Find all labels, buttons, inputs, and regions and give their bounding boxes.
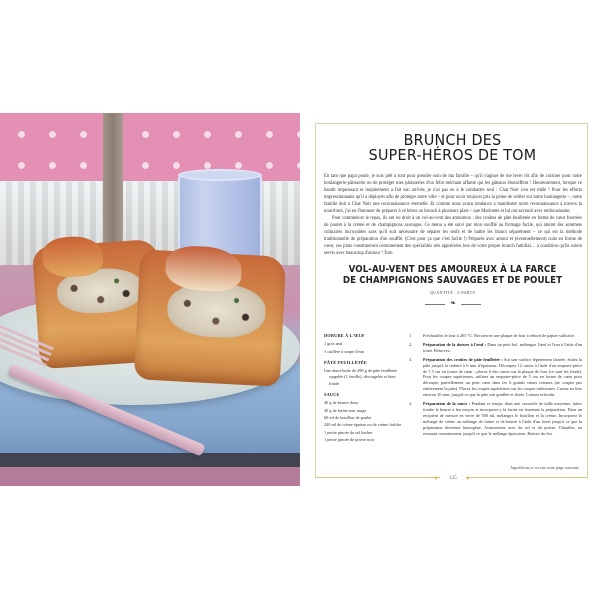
step-lead: Préparation des croûtes de pâte feuilletée :	[423, 356, 503, 362]
table-base	[0, 467, 300, 486]
ingredient-item: 1 gros œuf	[324, 341, 343, 347]
page-footer	[316, 473, 589, 485]
ingredient-heading: DORURE À L'ŒUF	[324, 333, 365, 338]
heart-icon: ♥	[466, 476, 470, 482]
page-number: 125	[440, 473, 466, 485]
recipe-title	[330, 264, 576, 286]
instructions-list	[409, 333, 582, 440]
ingredient-item: 60 ml de bouillon de poulet	[324, 414, 372, 420]
divider-line	[461, 304, 481, 305]
ingredient-group-egg-wash	[324, 333, 406, 355]
step-lead: Préparation de la sauce :	[423, 401, 471, 407]
intro-paragraph: Pour commencer le repas, ils ont eu droit à un vol-au-vent des amoureux : des croûtes de pâte feuilletée en forme de cœur fourrées de poulet à la crème et de champignons sauvages. Ce menu a été suivi par mon soufflé au fromage facile, qui atteint des sommets culinaires incroyables sans qu'il soit nécessaire de séparer les œufs et de battre les blancs séparément – ce qui est la méthode traditionnelle de préparation d'un soufflé. (C'est pour ça que c'est facile !) Préparés avec amour et (éventuellement) cuits en forme de cœur, ces plats constitueront certainement des spécialités très appréciées lors de votre propre brunch familial… à condition qu'ils soient servis avec beaucoup d'amour ! Tom	[324, 216, 582, 256]
step-text: Sur une surface légèrement farinée, étalez la pâte jusqu'à la réduire à 6 mm d'épaisseur. Découpez 12 cœurs à l'aide d'un emporte-pièce de 7,5 cm en forme de cœur ; placez 6 des cœurs sur la plaque de four (ce sont les fonds). Pour les coupes supérieures, utilisez un emporte-pièce de 5 cm en forme de cœur pour découper partiellement un petit cœur dans les 6 grands cœurs restants (ne coupez pas entièrement la pâte). Placez les coupes supérieures sur les coupes inférieures. Cuisez au four environ 20 min, jusqu'à ce que la pâte soit gonflée et dorée. Laissez refroidir.	[423, 356, 582, 398]
ingredient-heading: SAUCE	[324, 392, 340, 398]
chapter-title-line1: BRUNCH DES	[403, 131, 502, 149]
fleuron-icon: ❧	[450, 299, 456, 307]
ingredient-group-sauce	[324, 392, 406, 443]
divider-line	[425, 304, 445, 305]
instruction-step	[409, 401, 582, 436]
step-text: Préchauffez le four à 205 °C. Recouvrez une plaque de four à rebord de papier sulfurisé.	[423, 333, 575, 338]
ingredients-list	[324, 333, 406, 448]
recipe-title-line1: VOL-AU-VENT DES AMOUREUX À LA FARCE	[348, 264, 557, 275]
instruction-step	[409, 357, 582, 398]
tablecloth-edge	[0, 453, 300, 467]
step-number: 2.	[409, 341, 413, 347]
step-text: Pendant ce temps, dans une casserole de taille moyenne, faites fondre le beurre à feu moyen et incorporez-y la farine en fouettant la préparation. Dans un récipient de mesure en verre de 500 ml, mélangez le bouillon et la crème. Incorporez le mélange de crème au mélange de farine et de beurre à l'aide d'un fouet jusqu'à ce que la préparation devienne homogène. Assaisonnez avec du sel et du poivre. Chauffez, en remuant constamment, jusqu'à ce que le mélange épaississe. Retirez du feu.	[423, 401, 583, 436]
chapter-title	[327, 133, 578, 163]
ingredient-item: 1 petite pincée de sel kasher	[324, 429, 373, 435]
ingredient-item: 40 g de beurre doux	[324, 400, 359, 406]
ingredient-item: Une demi-boîte de 490 g de pâte feuilletée surgelée (1 feuille), décongelée et bien froide	[324, 368, 398, 386]
divider-ornament	[425, 300, 481, 308]
ingredient-item: 30 g de farine tout usage	[324, 407, 367, 413]
ingredient-item: 240 ml de crème épaisse ou de crème fraîche	[324, 422, 402, 428]
recipe-photo	[0, 113, 300, 486]
ingredient-heading: PÂTE FEUILLETÉE	[324, 359, 367, 365]
intro-text	[324, 173, 582, 257]
ingredient-item: 1 petite pincée de poivre noir	[324, 436, 375, 442]
pastry-lid	[41, 235, 104, 279]
recipe-title-line2: DE CHAMPIGNONS SAUVAGES ET DE POULET	[342, 275, 563, 286]
servings: QUANTITÉ : 6 PARTS	[429, 290, 476, 295]
intro-paragraph: En tant que papa poule, je suis prêt à tout pour prendre soin de ma famille – qu'il s'agisse de me lever tôt afin de cuisiner pour notre boulangerie-pâtisserie ou de protéger mes pâtisseries d'un félin méchant affamé qui les gâteaux ébouriffent ! Heureusement, lorsque ce bandit impuissant et inopinément a fait son arrivée, je n'ai pas eu à le combattre seul : Chat Noir s'en est mêlé ! Pour les efforts impressionnants qu'il a déployés afin de protéger notre ville – et pour avoir toujours pris la peine de veiller sur notre boulangerie –, notre famille doit à Chat Noir une reconnaissance éternelle. Et comme nous avons tendance à manifester notre reconnaissance à travers la nourriture, j'ai eu l'honneur de préparer à ce héros un brunch à plusieurs plats – que Marinette et lui ont savouré avec enthousiasme.	[324, 174, 582, 214]
step-number: 4.	[409, 401, 413, 407]
chapter-title-line2: SUPER-HÉROS DE TOM	[368, 146, 537, 164]
step-number: 1.	[409, 333, 413, 338]
recipe-page	[315, 123, 588, 482]
ingredient-item: 1 cuillère à soupe d'eau	[324, 348, 365, 354]
heart-icon: ♥	[434, 476, 438, 482]
step-text: Dans un petit bol, mélangez l'œuf et l'eau à l'aide d'un fouet. Réservez.	[423, 341, 582, 353]
step-number: 3.	[409, 356, 413, 362]
continued-note: Ingrédients et recette suite page suivante	[510, 465, 579, 470]
vol-au-vent-right	[134, 249, 287, 386]
instruction-step	[409, 333, 582, 339]
instruction-step	[409, 342, 582, 354]
ingredient-group-puff-pastry	[324, 360, 406, 387]
step-lead: Préparation de la dorure à l'œuf :	[423, 341, 487, 347]
